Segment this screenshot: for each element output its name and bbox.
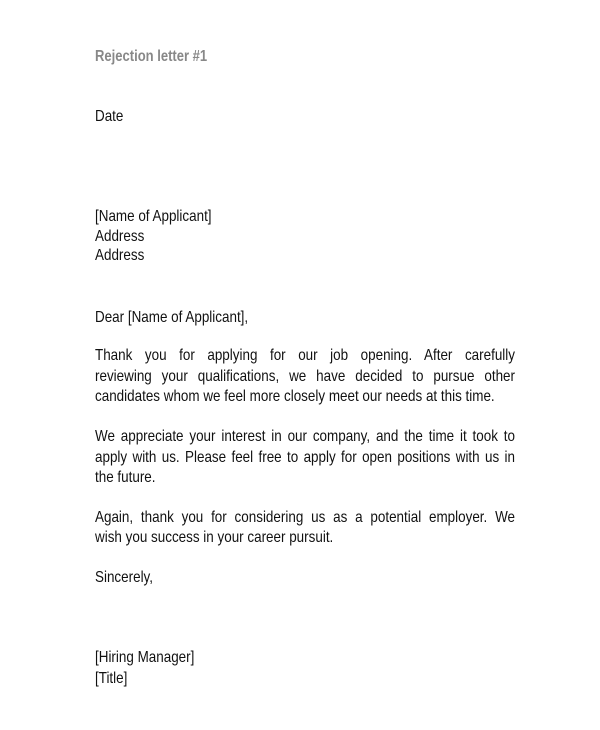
- paragraph-line: We appreciate your interest in our company, and the time it took to: [95, 428, 515, 445]
- paragraph-line: apply with us. Please feel free to apply for open positions with us in: [95, 449, 515, 466]
- paragraph-line: Again, thank you for considering us as a potential employer. We: [95, 509, 515, 526]
- recipient-address: Address: [95, 228, 145, 245]
- paragraph-line: candidates whom we feel more closely meet our needs at this time.: [95, 388, 495, 405]
- signature-name: [Hiring Manager]: [95, 649, 195, 666]
- signature-title: [Title]: [95, 670, 128, 687]
- paragraph-line: Thank you for applying for our job opening. After carefully: [95, 347, 515, 364]
- salutation: Dear [Name of Applicant],: [95, 309, 249, 326]
- letter-heading: Rejection letter #1: [95, 48, 208, 65]
- paragraph-line: reviewing your qualifications, we have decided to pursue other: [95, 368, 515, 385]
- recipient-name: [Name of Applicant]: [95, 208, 212, 225]
- date-line: Date: [95, 108, 124, 125]
- recipient-address: Address: [95, 247, 145, 264]
- paragraph-line: the future.: [95, 469, 156, 486]
- closing: Sincerely,: [95, 569, 154, 586]
- paragraph-line: wish you success in your career pursuit.: [95, 529, 334, 546]
